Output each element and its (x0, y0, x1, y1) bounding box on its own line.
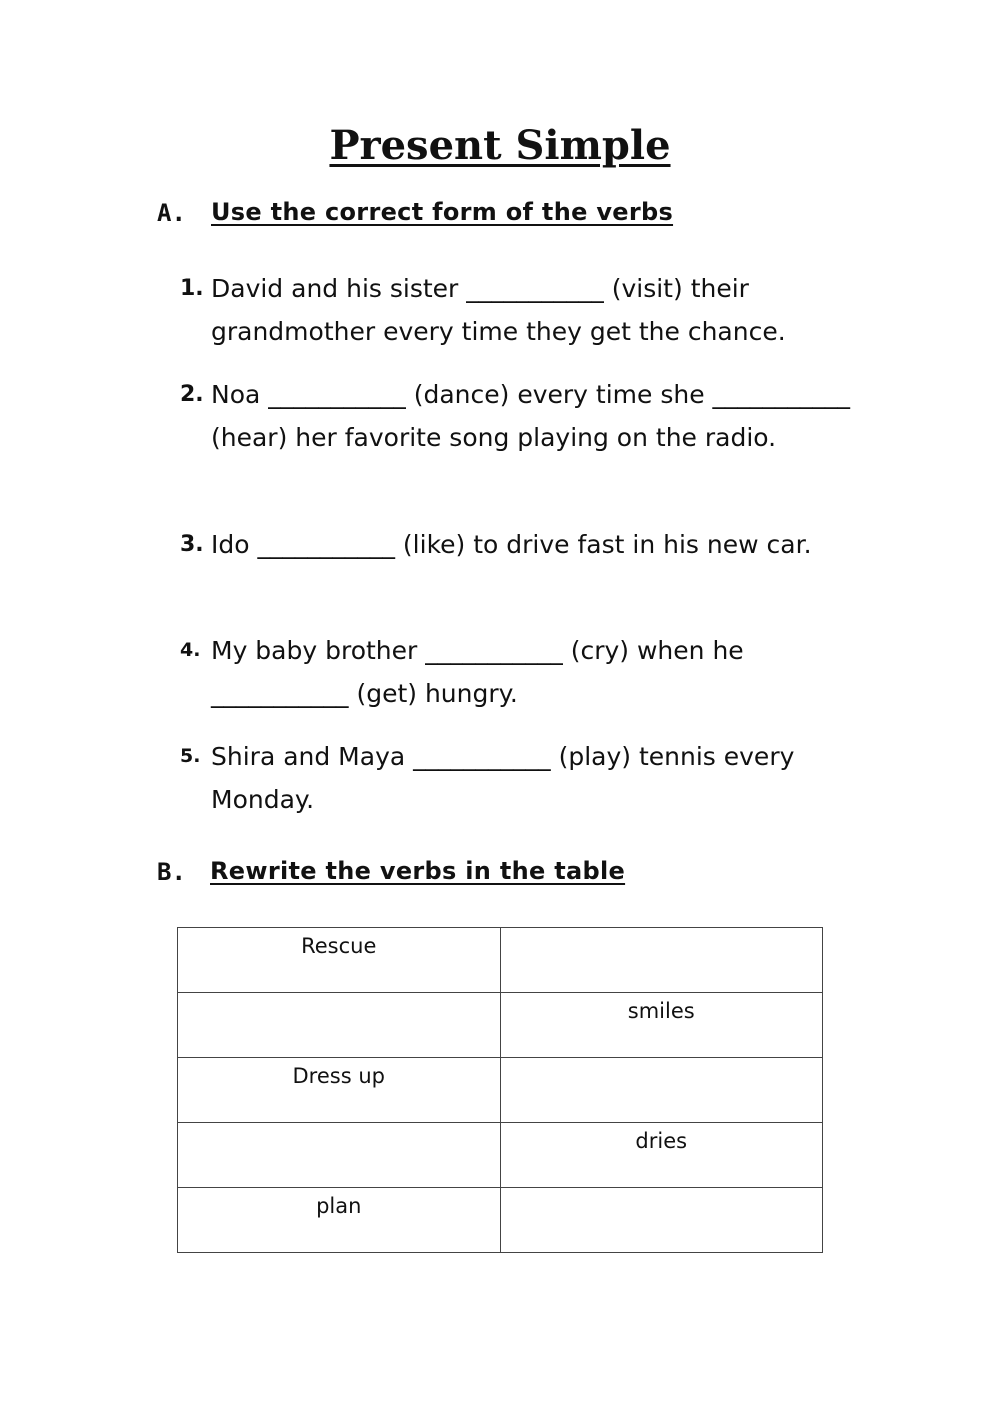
page-title: Present Simple (329, 122, 671, 169)
table-cell: Dress up (178, 1058, 501, 1123)
question-text: Shira and Maya ___________ (play) tennis every Monday. (211, 742, 795, 814)
table-cell (500, 1058, 823, 1123)
question-text: David and his sister ___________ (visit) their grandmother every time they get the chance. (211, 274, 786, 346)
question-text: Ido ___________ (like) to drive fast in his new car. (211, 530, 812, 559)
table-cell (178, 1123, 501, 1188)
question-text: My baby brother ___________ (cry) when he ___________ (get) hungry. (211, 636, 744, 708)
section-b-heading: Rewrite the verbs in the table (210, 857, 626, 885)
table-cell (500, 928, 823, 993)
table-row (178, 928, 823, 993)
table-row (178, 993, 823, 1058)
table-row (178, 1123, 823, 1188)
table-row (178, 1058, 823, 1123)
table-row (178, 1188, 823, 1253)
question-number: 3. (180, 532, 204, 557)
section-b-letter: B. (157, 858, 186, 886)
section-a-letter: A. (157, 199, 186, 227)
table-cell (178, 993, 501, 1058)
table-cell: plan (178, 1188, 501, 1253)
verbs-table (177, 927, 823, 1253)
question-number: 4. (180, 639, 201, 661)
question-text: Noa ___________ (dance) every time she ___________ (hear) her favorite song playing on the radio. (211, 380, 851, 452)
table-cell: dries (500, 1123, 823, 1188)
question-number: 2. (180, 382, 204, 407)
question-number: 5. (180, 745, 201, 767)
table-cell (500, 1188, 823, 1253)
table-cell: smiles (500, 993, 823, 1058)
table-cell: Rescue (178, 928, 501, 993)
question-number: 1. (180, 276, 204, 301)
section-a-heading: Use the correct form of the verbs (211, 198, 674, 226)
